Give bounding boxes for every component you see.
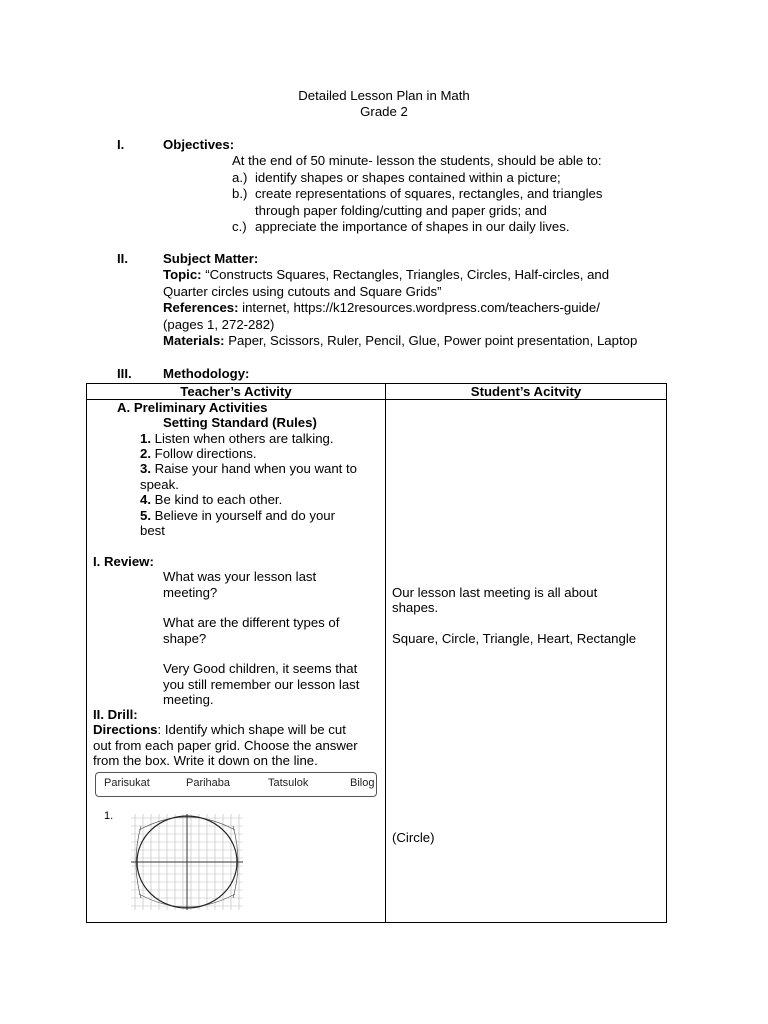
materials-label: Materials:	[163, 333, 225, 348]
references-text: internet, https://k12resources.wordpress.com/teachers-guide/	[238, 300, 600, 315]
objective-b-cont: through paper folding/cutting and paper grids; and	[255, 203, 547, 218]
objective-a-letter: a.)	[232, 170, 248, 185]
subject-numeral: II.	[117, 251, 128, 266]
word-choice-parihaba: Parihaba	[186, 777, 231, 789]
directions-line-2: out from each paper grid. Choose the answer	[93, 738, 358, 753]
rule-3-cont: speak.	[140, 477, 179, 492]
topic-text-cont: Quarter circles using cutouts and Square Grids”	[163, 284, 442, 299]
grade-label: Grade 2	[360, 104, 408, 119]
drill-item-number: 1.	[104, 810, 114, 822]
word-choice-bilog: Bilog	[350, 777, 375, 789]
drill-heading: II. Drill:	[93, 707, 138, 722]
directions-line-1: Directions: Identify which shape will be cut	[93, 722, 346, 737]
word-choice-box	[95, 772, 377, 797]
objectives-heading: Objectives:	[163, 137, 235, 152]
student-answer-2: Square, Circle, Triangle, Heart, Rectangle	[392, 631, 637, 646]
references-pages: (pages 1, 272-282)	[163, 317, 275, 332]
topic-line	[163, 267, 609, 283]
topic-label: Topic:	[163, 267, 202, 282]
word-choice-tatsulok: Tatsulok	[268, 777, 309, 789]
praise-line-2: you still remember our lesson last	[163, 677, 360, 692]
student-activity-cell	[386, 400, 667, 923]
setting-standard-heading: Setting Standard (Rules)	[163, 415, 317, 430]
student-answer-3: (Circle)	[392, 830, 435, 845]
review-question-1-cont: meeting?	[163, 585, 218, 600]
rule-3: 3. Raise your hand when you want to	[140, 461, 357, 476]
rule-4: 4. Be kind to each other.	[140, 492, 283, 507]
review-question-2-cont: shape?	[163, 631, 207, 646]
teacher-activity-header: Teacher’s Activity	[87, 384, 386, 400]
references-label: References:	[163, 300, 239, 315]
methodology-table	[86, 383, 667, 923]
objective-b: create representations of squares, rectangles, and triangles	[255, 186, 603, 201]
page-title: Detailed Lesson Plan in Math	[298, 88, 470, 103]
review-question-1: What was your lesson last	[163, 569, 317, 584]
objective-c-letter: c.)	[232, 219, 247, 234]
student-answer-1: Our lesson last meeting is all about	[392, 585, 598, 600]
materials-text: Paper, Scissors, Ruler, Pencil, Glue, Power point presentation, Laptop	[224, 333, 638, 348]
rule-5-cont: best	[140, 523, 165, 538]
directions-line-3: from the box. Write it down on the line.	[93, 753, 318, 768]
objectives-numeral: I.	[117, 137, 125, 152]
objectives-intro: At the end of 50 minute- lesson the students, should be able to:	[232, 153, 602, 168]
directions-label: Directions	[93, 722, 158, 737]
review-question-2: What are the different types of	[163, 615, 340, 630]
methodology-heading: Methodology:	[163, 366, 250, 381]
student-answer-1-cont: shapes.	[392, 600, 439, 615]
rule-1: 1. Listen when others are talking.	[140, 431, 334, 446]
preliminary-heading: A. Preliminary Activities	[117, 400, 268, 415]
word-choice-parisukat: Parisukat	[104, 777, 150, 789]
topic-text: “Constructs Squares, Rectangles, Triangles, Circles, Half-circles, and	[201, 267, 610, 282]
objective-a: identify shapes or shapes contained within a picture;	[255, 170, 561, 185]
objective-b-letter: b.)	[232, 186, 248, 201]
methodology-numeral: III.	[117, 366, 132, 381]
rule-5: 5. Believe in yourself and do your	[140, 508, 336, 523]
circle-grid-figure	[127, 810, 249, 914]
student-activity-header: Student’s Acitvity	[386, 384, 667, 400]
subject-heading: Subject Matter:	[163, 251, 259, 266]
teacher-activity-cell	[87, 400, 386, 923]
objective-c: appreciate the importance of shapes in our daily lives.	[255, 219, 570, 234]
praise-line-3: meeting.	[163, 692, 214, 707]
praise-line-1: Very Good children, it seems that	[163, 661, 358, 676]
references-line	[163, 300, 600, 316]
rule-2: 2. Follow directions.	[140, 446, 257, 461]
review-heading: I. Review:	[93, 554, 154, 569]
materials-line	[163, 333, 637, 349]
